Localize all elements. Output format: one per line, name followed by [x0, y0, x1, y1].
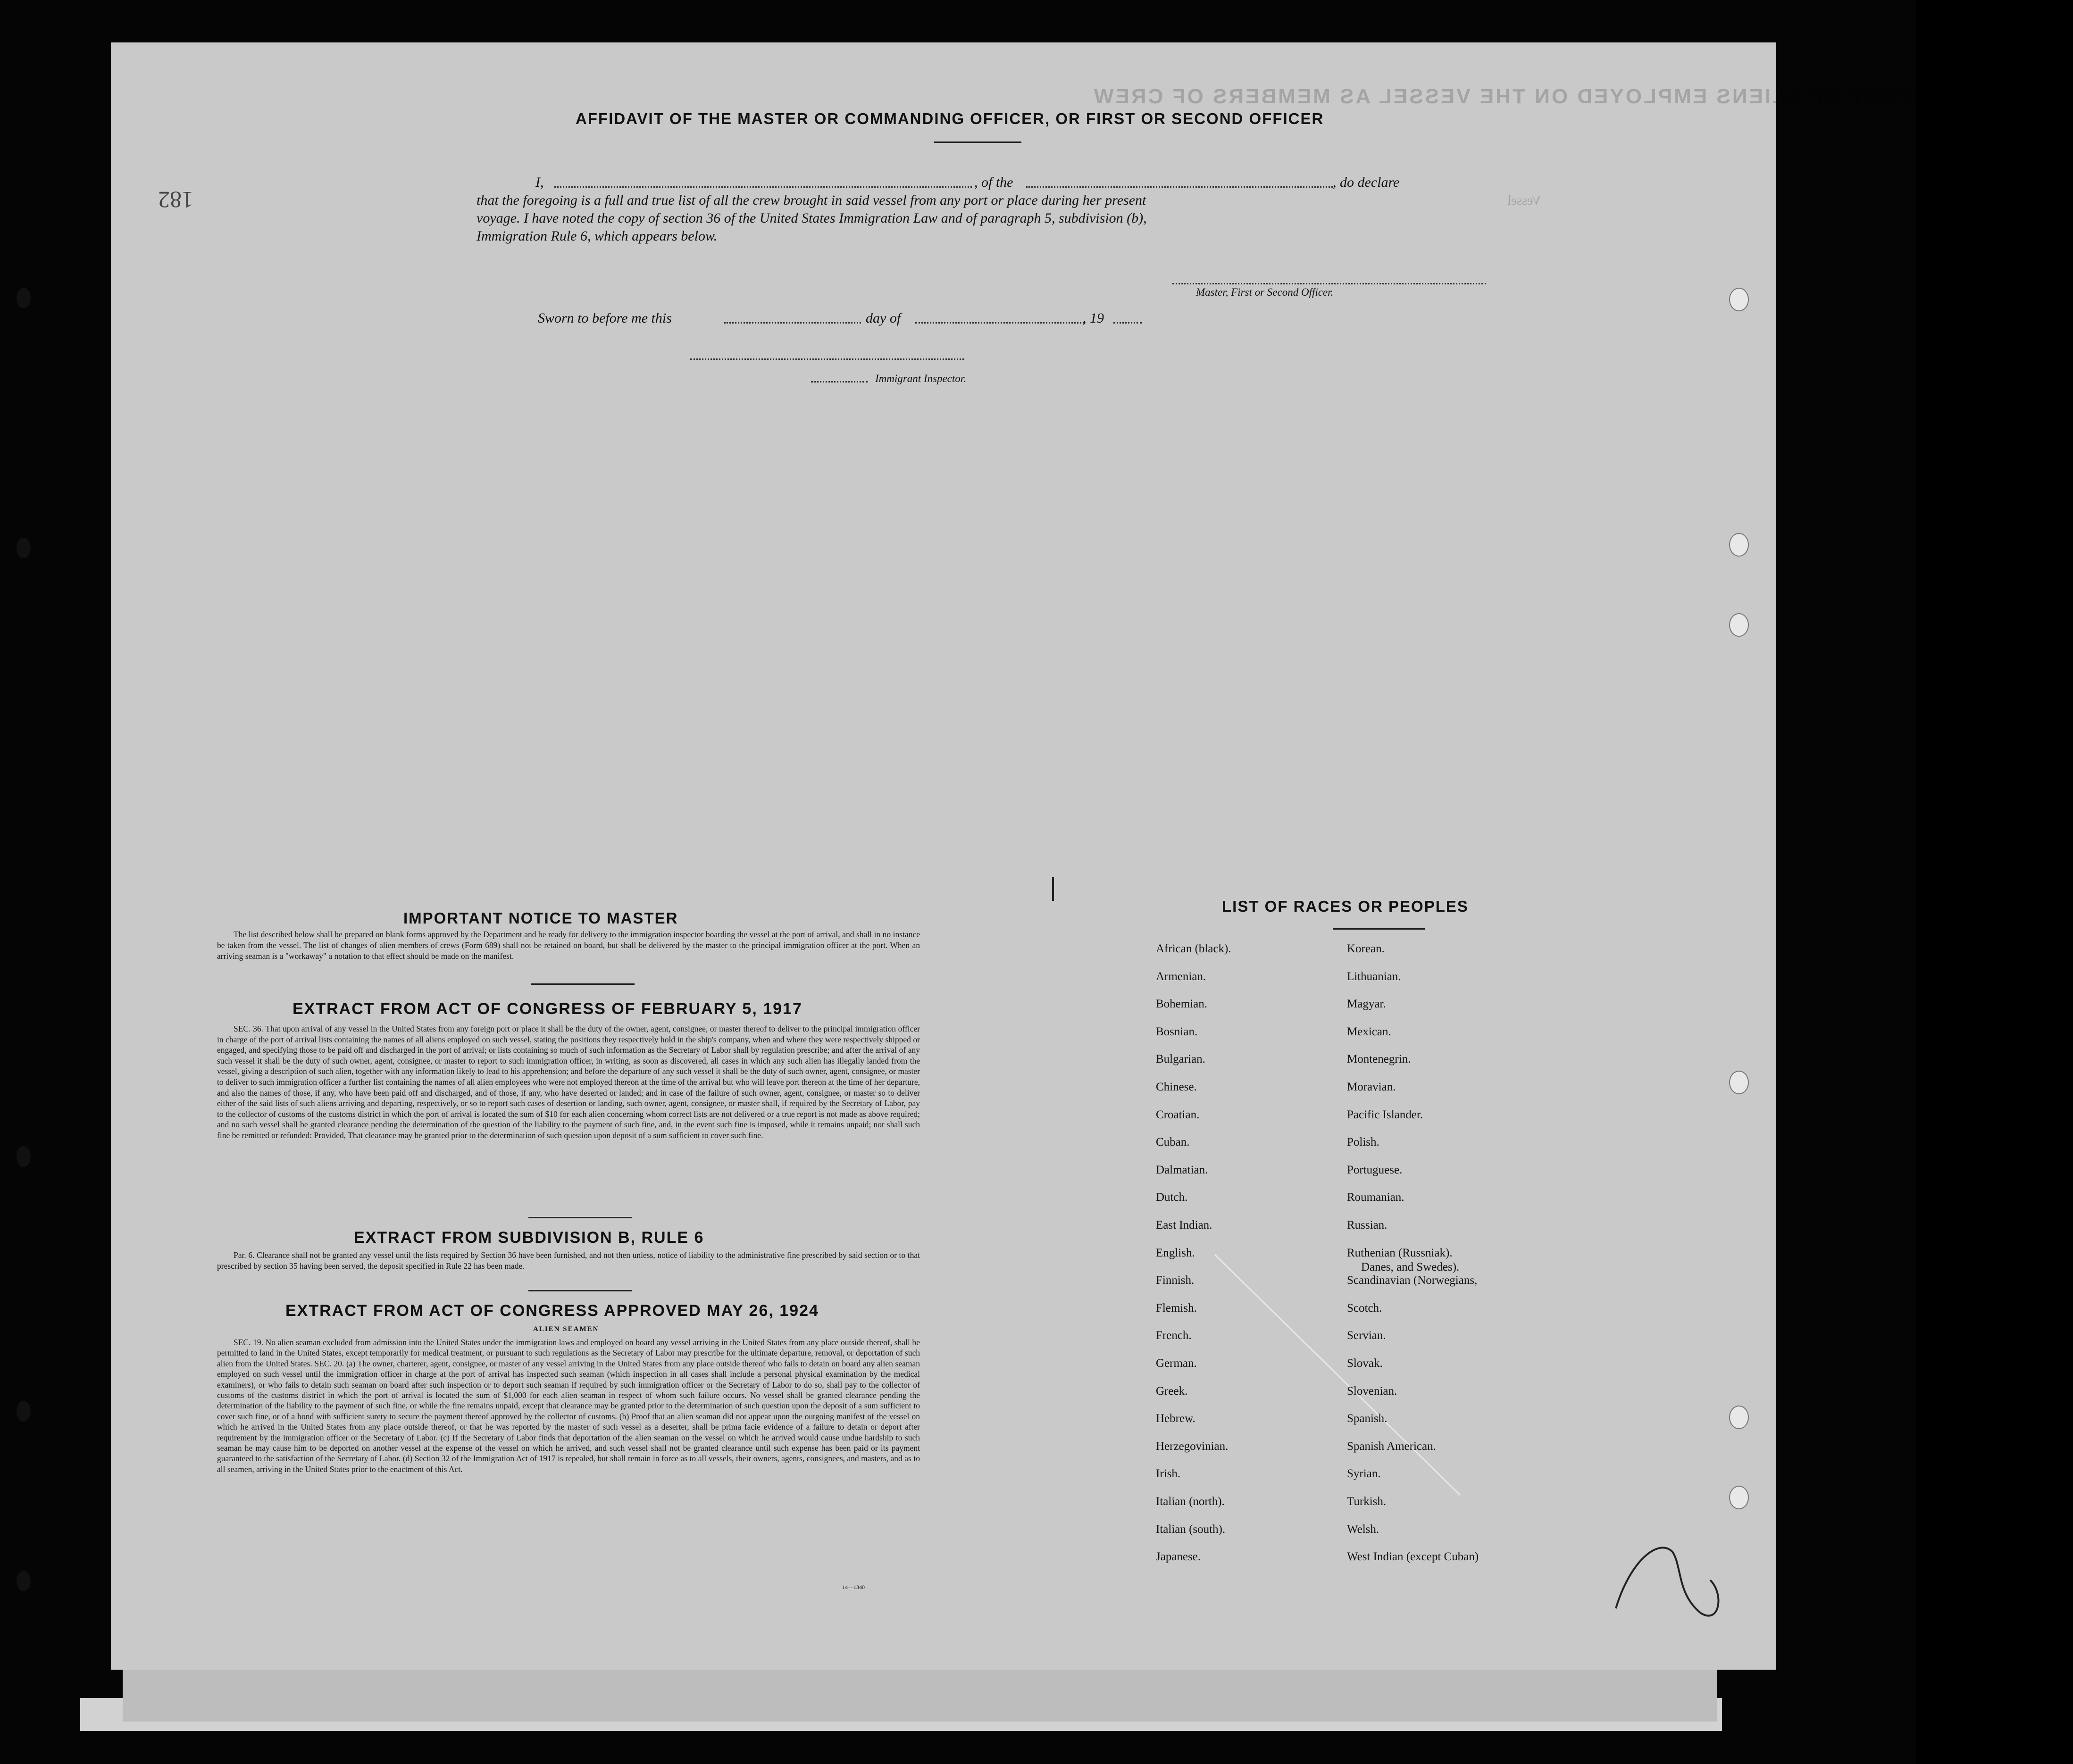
race-item: Irish. — [1156, 1467, 1181, 1481]
signature-blank[interactable] — [1172, 283, 1486, 284]
sworn-text: Sworn to before me this — [538, 310, 672, 326]
handwritten-mark — [1602, 1523, 1734, 1641]
affidavit-of-the: , of the — [974, 175, 1013, 190]
race-item: Pacific Islander. — [1347, 1108, 1423, 1121]
signature-label: Master, First or Second Officer. — [1196, 286, 1334, 298]
affidavit-line3: voyage. I have noted the copy of section 36 of the United States Immigration Law and of paragraph 5, subdivision (b), — [476, 210, 1147, 226]
race-item: Dalmatian. — [1156, 1163, 1208, 1176]
pencil-stroke — [1210, 1250, 1474, 1505]
affidavit-i: I, — [535, 175, 544, 190]
race-item: Moravian. — [1347, 1081, 1396, 1093]
races-heading: LIST OF RACES OR PEOPLES — [1222, 898, 1469, 915]
bleed-through-heading: LIST OR MANIFEST OF ALIENS EMPLOYED ON THE VESSEL AS MEMBERS OF CREW — [1092, 85, 2073, 108]
race-item: Magyar. — [1347, 998, 1386, 1011]
notice-text: The list described below shall be prepared on blank forms approved by the Department and be ready for delivery to the immigration inspector boarding the vessel at the port of arrival, and shall in no instance be taken from the vessel. The list of changes of alien members of crews (Form 689) shall not be retained on board, but shall be delivered by the master to the principal immigration officer at the port. When an arriving seaman is a "workaway" a notation to that effect should be made on the manifest. — [217, 930, 920, 961]
document-page — [111, 42, 2073, 1670]
extract-1917-heading: EXTRACT FROM ACT OF CONGRESS OF FEBRUARY 5, 1917 — [293, 1000, 802, 1018]
extract-1917-text: SEC. 36. That upon arrival of any vessel in the United States from any foreign port or place it shall be the duty of the owner, agent, consignee, or master thereof to deliver to the principal immigration officer in charge of the port of arrival lists containing the names of all aliens employed on such vessel, stating the positions they respectively hold in the ship's company, when and where they were respectively shipped or engaged, and specifying those to be paid off and discharged in the port of arrival; or lists containing so much of such information as the Secretary of Labor shall by regulation prescribe; and after the arrival of any such vessel it shall be the duty of such owner, agent, consignee, or master to report to such immigration officer, in writing, as soon as discovered, all cases in which any such alien has illegally landed from the vessel, giving a description of such alien, together with any information likely to lead to his apprehension; and before the departure of any such vessel it shall be the duty of such owner, agent, consignee, or master to deliver to such immigration officer a further list containing the names of all alien employees who were not employed thereon at the time of the arrival but who will leave port thereon at the time of her departure, and also the names of those, if any, who have been paid off and discharged, and of those, if any, who have deserted or landed; and in case of the failure of such owner, agent, consignee, or master so to deliver either of the said lists of such aliens arriving and departing, respectively, or so to report such cases of desertion or landing, such owner, agent, consignee, or master shall, if required by the Secretary of Labor, pay to the collector of customs of the customs district in which the port of arrival is located the sum of $10 for each alien concerning whom correct lists are not delivered or a true report is not made as above required; and no such vessel shall be granted clearance pending the determination of the question of the liability to the payment of such fine, and, in the event such fine is imposed, while it remains unpaid; nor shall such fine be remitted or refunded: Provided, That clearance may be granted prior to the determination of such question upon deposit of a sum sufficient to cover such fine. — [217, 1024, 920, 1140]
extract-1924-heading: EXTRACT FROM ACT OF CONGRESS APPROVED MAY 26, 1924 — [285, 1302, 819, 1320]
race-item: Armenian. — [1156, 970, 1206, 983]
month-blank[interactable] — [915, 322, 1085, 324]
heading-divider — [934, 141, 1021, 143]
extract-1924-text: SEC. 19. No alien seaman excluded from admission into the United States under the immigration laws and employed on board any vessel arriving in the United States from any place outside thereof, shall be permitted to land in the United States, except temporarily for medical treatment, or pursuant to such regulations as the Secretary of Labor may prescribe for the ultimate departure, removal, or deportation of such alien from the United States. SEC. 20. (a) The owner, charterer, agent, consignee, or master of any vessel arriving in the United States from any place outside thereof who fails to detain on board any alien seaman employed on such vessel until the immigration officer in charge at the port of arrival has inspected such seaman (which inspection in all cases shall include a personal physical examination by the medical examiners), or who fails to detain such seaman on board after such inspection or to deport such seaman if required by such immigration officer or the Secretary of Labor to do so, shall pay to the collector of customs of the customs district in which the port of arrival is located the sum of $1,000 for each alien seaman in respect of whom such failure occurs. No vessel shall be granted clearance pending the determination of the liability to the payment of such fine, or while the fine remains unpaid, except that clearance may be granted prior to the determination of such question upon the deposit of a sum sufficient to cover such fine, or of a bond with sufficient surety to secure the payment thereof approved by the collector of customs. (b) Proof that an alien seaman did not appear upon the outgoing manifest of the vessel on which he arrived in the United States from any place outside thereof, or that he was reported by the master of such vessel as a deserter, shall be prima facie evidence of a failure to detain or deport after requirement by the immigration officer or the Secretary of Labor. (c) If the Secretary of Labor finds that deportation of the alien seaman on the vessel on which he arrived would cause undue hardship to such seaman he may cause him to be deported on another vessel at the expense of the vessel on which he arrived, and such vessel shall not be granted clearance until such expense has been paid or its payment guaranteed to the satisfaction of the Secretary of Labor. (d) Section 32 of the Immigration Act of 1917 is repealed, but shall remain in force as to all vessels, their owners, agents, consignees, and masters, and as to all seamen, arriving in the United States prior to the enactment of this Act. — [217, 1338, 920, 1474]
race-item: Scandinavian (Norwegians, — [1347, 1274, 1478, 1287]
binder-hole — [1729, 288, 1749, 311]
race-item: Polish. — [1347, 1136, 1379, 1149]
race-item: Mexican. — [1347, 1025, 1391, 1038]
day-of-text: day of — [866, 310, 901, 326]
binder-hole — [17, 1146, 31, 1167]
margin-number: 182 — [158, 187, 193, 213]
race-item: Bohemian. — [1156, 998, 1208, 1011]
year-blank[interactable] — [1113, 322, 1142, 324]
heading-divider — [1333, 928, 1425, 930]
inspector-blank[interactable] — [690, 358, 964, 360]
section-divider — [528, 1290, 632, 1291]
extract-rule6-text: Par. 6. Clearance shall not be granted any vessel until the lists required by Section 36 have been furnished, and not then unless, notice of liability to the administrative fine prescribed by said section or to that prescribed by section 35 having been served, the deposit specified in Rule 22 has been made. — [217, 1250, 920, 1271]
race-item: Turkish. — [1347, 1495, 1387, 1508]
binder-hole — [1729, 1406, 1749, 1429]
inspector-label: Immigrant Inspector. — [875, 373, 966, 384]
sworn-date-blank[interactable] — [724, 322, 861, 324]
race-item: Chinese. — [1156, 1081, 1197, 1093]
race-item: Slovak. — [1347, 1357, 1383, 1370]
race-item: African (black). — [1156, 942, 1231, 955]
race-item: Scotch. — [1347, 1301, 1382, 1315]
page-mark — [1052, 877, 1054, 901]
race-item: Montenegrin. — [1347, 1053, 1411, 1066]
affidavit-declare: , do declare — [1333, 175, 1400, 190]
binder-hole — [1729, 533, 1749, 557]
race-item: Italian (north). — [1156, 1495, 1225, 1508]
alien-seamen-subheading: ALIEN SEAMEN — [533, 1325, 599, 1333]
race-item: Welsh. — [1347, 1523, 1379, 1536]
year-text: , 19 — [1083, 310, 1104, 326]
inspector-blank-short — [811, 381, 868, 383]
binder-hole — [17, 288, 31, 308]
notice-heading: IMPORTANT NOTICE TO MASTER — [403, 909, 678, 927]
affidavit-line4: Immigration Rule 6, which appears below. — [476, 228, 718, 244]
race-item: Roumanian. — [1347, 1191, 1404, 1204]
race-item: Greek. — [1156, 1384, 1188, 1398]
race-item: Lithuanian. — [1347, 970, 1401, 983]
binder-hole — [1729, 1486, 1749, 1509]
race-item: Syrian. — [1347, 1467, 1381, 1481]
affidavit-line2: that the foregoing is a full and true list of all the crew brought in said vessel from any port or place during her present — [476, 192, 1146, 208]
race-item: Flemish. — [1156, 1301, 1197, 1315]
binder-hole — [17, 538, 31, 558]
race-item: German. — [1156, 1357, 1197, 1370]
binder-hole — [1729, 1071, 1749, 1094]
race-item: Finnish. — [1156, 1274, 1195, 1287]
section-divider — [528, 1217, 632, 1218]
race-item: Croatian. — [1156, 1108, 1200, 1121]
bleed-through-text: Vessel — [1507, 193, 1541, 208]
race-item: Portuguese. — [1347, 1163, 1403, 1176]
race-item: Bosnian. — [1156, 1025, 1198, 1038]
race-item: Spanish. — [1347, 1412, 1388, 1425]
race-item: Ruthenian (Russniak). — [1347, 1246, 1453, 1259]
race-item: Dutch. — [1156, 1191, 1188, 1204]
binder-hole — [1729, 613, 1749, 637]
race-item: Italian (south). — [1156, 1523, 1226, 1536]
vessel-blank[interactable] — [1026, 186, 1333, 188]
binder-hole — [17, 1571, 31, 1591]
affidavit-heading: AFFIDAVIT OF THE MASTER OR COMMANDING OFFICER, OR FIRST OR SECOND OFFICER — [576, 110, 1324, 127]
race-item: French. — [1156, 1329, 1192, 1342]
race-item: Spanish American. — [1347, 1439, 1436, 1453]
section-divider — [531, 983, 635, 985]
race-item: East Indian. — [1156, 1219, 1212, 1231]
race-item: West Indian (except Cuban) — [1347, 1550, 1479, 1564]
race-item: Hebrew. — [1156, 1412, 1195, 1425]
race-item: English. — [1156, 1246, 1195, 1259]
race-item: Bulgarian. — [1156, 1053, 1205, 1066]
race-item: Servian. — [1347, 1329, 1386, 1342]
race-item: Cuban. — [1156, 1136, 1190, 1149]
race-item: Russian. — [1347, 1219, 1388, 1231]
race-item: Slovenian. — [1347, 1384, 1397, 1398]
race-item: Herzegovinian. — [1156, 1439, 1229, 1453]
race-item: Korean. — [1347, 942, 1385, 955]
race-item: Japanese. — [1156, 1550, 1201, 1564]
race-scandinavian-continued: Danes, and Swedes). — [1361, 1261, 1460, 1273]
binder-hole — [17, 1401, 31, 1422]
form-number: 14—1340 — [842, 1584, 865, 1590]
extract-rule6-heading: EXTRACT FROM SUBDIVISION B, RULE 6 — [354, 1229, 704, 1247]
name-blank[interactable] — [554, 186, 972, 188]
